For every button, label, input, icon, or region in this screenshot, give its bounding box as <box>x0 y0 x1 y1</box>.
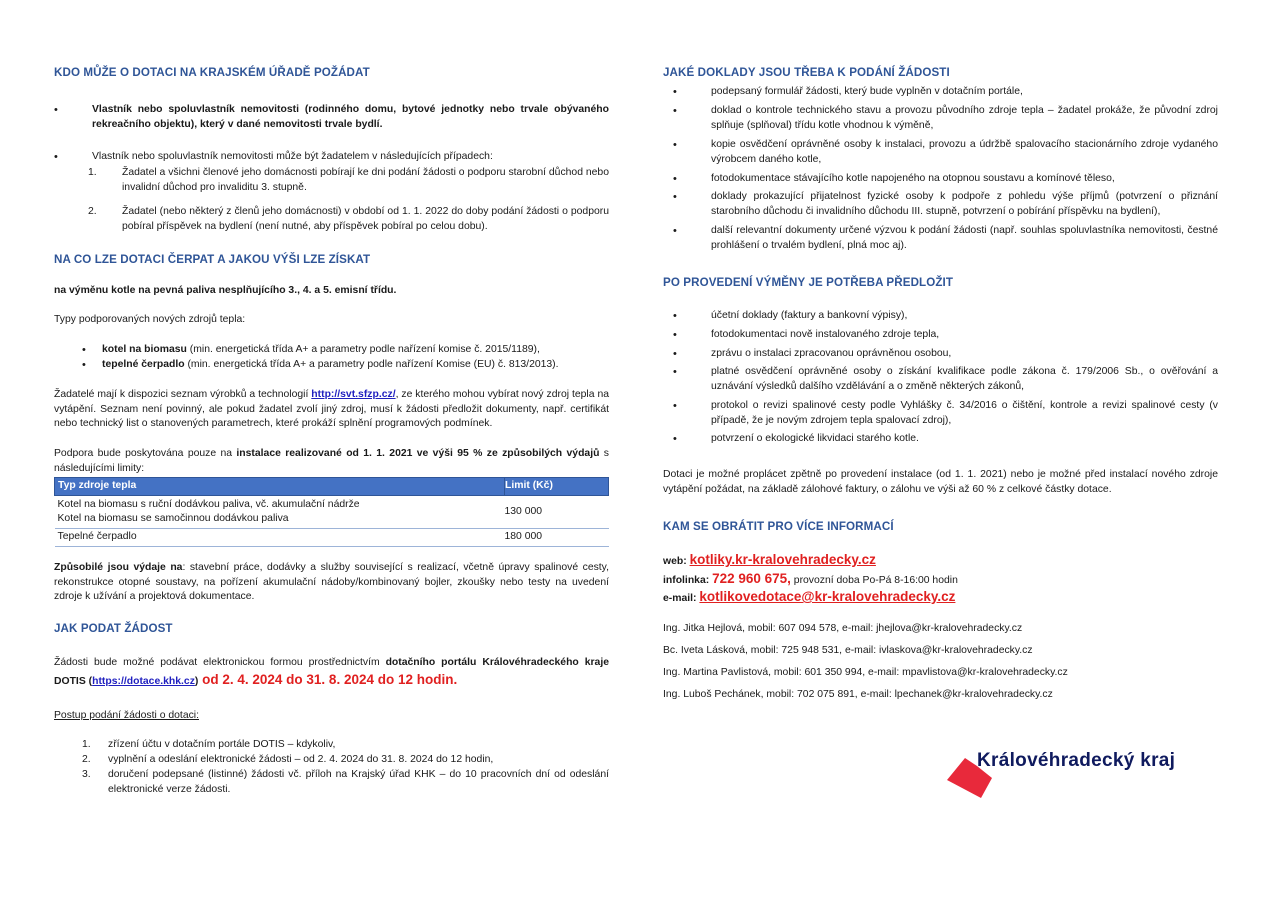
document-item: • doklady prokazující přijatelnost fyzické osoby k podpoře z pohledu výše příjmů (potvrzení o přiznání starobního důchodu či invalidního důchodu III. stupně, potvrzení o pobírání příspěvku na bydlení), <box>673 190 1218 219</box>
email-link[interactable]: kotlikovedotace@kr-kralovehradecky.cz <box>699 589 956 604</box>
type-heat-pump: • tepelné čerpadlo (min. energetická třída A+ a parametry podle nařízení Komise (EU) č. 813/2013). <box>82 359 559 371</box>
support-paragraph: Podpora bude poskytována pouze na instalace realizované od 1. 1. 2021 ve výši 95 % ze způsobilých výdajů s následujícími limity: <box>54 448 609 474</box>
types-intro: Typy podporovaných nových zdrojů tepla: <box>54 314 246 325</box>
purpose-text: na výměnu kotle na pevná paliva nesplňujícího 3., 4. a 5. emisní třídu. <box>54 285 397 296</box>
bullet-icon: • <box>673 400 677 412</box>
web-link[interactable]: kotliky.kr-kralovehradecky.cz <box>689 552 876 567</box>
procedure-step-3: 3. doručení podepsané (listinné) žádosti vč. příloh na Krajský úřad KHK – do 10 pracovních dní od odeslání elektronické verze žádosti. <box>82 769 609 795</box>
after-item: • fotodokumentaci nově instalovaného zdroje tepla, <box>673 329 940 341</box>
contact-person: Ing. Jitka Hejlová, mobil: 607 094 578, e-mail: jhejlova@kr-kralovehradecky.cz <box>663 623 1023 634</box>
eligibility-case-1: 1. Žadatel a všichni členové jeho domácnosti pobírají ke dni podání žádosti o podporu starobní důchod nebo invalidní důchod pro invaliditu 3. stupně. <box>88 167 609 193</box>
eligibility-bullet-2: • Vlastník nebo spoluvlastník nemovitosti může být žadatelem v následujících případech: <box>54 151 493 163</box>
column-header-type: Typ zdroje tepla <box>55 478 505 496</box>
contact-person: Ing. Martina Pavlistová, mobil: 601 350 994, e-mail: mpavlistova@kr-kralovehradecky.cz <box>663 667 1068 678</box>
procedure-step-2: 2. vyplnění a odeslání elektronické žádosti – od 2. 4. 2024 do 31. 8. 2024 do 12 hodin, <box>82 754 494 765</box>
procedure-title: Postup podání žádosti o dotaci: <box>54 710 199 721</box>
bullet-icon: • <box>673 139 677 151</box>
contact-phone: infolinka: 722 960 675, provozní doba Po-Pá 8-16:00 hodin <box>663 571 958 586</box>
heading-who-can-apply: KDO MŮŽE O DOTACI NA KRAJSKÉM ÚŘADĚ POŽÁDAT <box>54 66 370 79</box>
type-biomass: • kotel na biomasu (min. energetická třída A+ a parametry podle nařízení komise č. 2015/1189), <box>82 344 540 356</box>
bullet-icon: • <box>54 104 58 116</box>
bullet-icon: • <box>673 225 677 237</box>
contact-email: e-mail: kotlikovedotace@kr-kralovehradecky.cz <box>663 589 956 604</box>
table-row: Tepelné čerpadlo 180 000 <box>55 529 609 547</box>
svt-link[interactable]: http://svt.sfzp.cz/ <box>311 389 396 400</box>
bullet-icon: • <box>673 433 677 445</box>
eligibility-case-2: 2. Žadatel (nebo některý z členů jeho domácnosti) v období od 1. 1. 2022 do doby podání žádosti o podporu pobíral příspěvek na bydlení (není nutné, aby příspěvek pobíral po celou dobu). <box>88 206 609 232</box>
eligible-expenses-paragraph: Způsobilé jsou výdaje na: stavební práce, dodávky a služby související s realizací, včetně úpravy spalinové cesty, rekonstrukce otopné soustavy, na pořízení akumulační nádoby/kombinovaný bojler, zkoušky nebo testy na uvedení zdroje k užívání a projektová dokumentace. <box>54 562 609 602</box>
heading-more-info: KAM SE OBRÁTIT PRO VÍCE INFORMACÍ <box>663 520 894 533</box>
document-item: • kopie osvědčení oprávněné osoby k instalaci, provozu a údržbě spalovacího stacionárního zdroje vydaného výrobcem daného kotle, <box>673 138 1218 167</box>
eligibility-bullet-1: • Vlastník nebo spoluvlastník nemovitosti (rodinného domu, bytové jednotky nebo trvale obývaného rekreačního objektu), který v dané nemovitosti trvale bydlí. <box>54 103 609 132</box>
dotis-link[interactable]: https://dotace.khk.cz <box>92 676 195 687</box>
bullet-icon: • <box>673 86 677 98</box>
bullet-icon: • <box>673 348 677 360</box>
how-to-apply-paragraph: Žádosti bude možné podávat elektronickou formou prostřednictvím dotačního portálu Královéhradeckého kraje DOTIS (https://dotace.khk.cz) od 2. 4. 2024 do 31. 8. 2024 do 12 hodin. <box>54 657 609 687</box>
heading-required-documents: JAKÉ DOKLADY JSOU TŘEBA K PODÁNÍ ŽÁDOSTI <box>663 66 950 79</box>
phone-number[interactable]: 722 960 675, <box>712 571 791 586</box>
after-item: • protokol o revizi spalinové cesty podle Vyhlášky č. 34/2016 o čištění, kontrole a revizi spalinové cesty (v případě, že je novým zdrojem tepla spalovací zdroj), <box>673 399 1218 428</box>
after-item: • účetní doklady (faktury a bankovní výpisy), <box>673 310 908 322</box>
product-list-paragraph: Žadatelé mají k dispozici seznam výrobků a technologií http://svt.sfzp.cz/, ze kterého mohou vybírat nový zdroj tepla na vytápění. Seznam není povinný, ale pokud žadatel zvolí jiný zdroj, musí k žádosti předložit dokumenty, např. certifikát nebo technický list o stanovených parametrech, které prokáží splnění programových podmínek. <box>54 389 609 429</box>
bullet-icon: • <box>673 310 677 322</box>
contact-person: Bc. Iveta Lásková, mobil: 725 948 531, e-mail: ivlaskova@kr-kralovehradecky.cz <box>663 645 1033 656</box>
heading-how-to-apply: JAK PODAT ŽÁDOST <box>54 622 173 635</box>
limits-table <box>54 477 609 547</box>
after-item: • potvrzení o ekologické likvidaci starého kotle. <box>673 433 919 445</box>
after-item: • zprávu o instalaci zpracovanou oprávněnou osobou, <box>673 348 952 360</box>
region-logo-text: Královéhradecký kraj <box>977 750 1176 771</box>
procedure-step-1: 1. zřízení účtu v dotačním portále DOTIS – kdykoliv, <box>82 739 336 750</box>
document-item: • další relevantní dokumenty určené výzvou k podání žádosti (např. souhlas spoluvlastníka nemovitosti, čestné prohlášení o trvalém bydlení, plná moc aj). <box>673 224 1218 253</box>
table-row: Kotel na biomasu s ruční dodávkou paliva, vč. akumulační nádrže Kotel na biomasu se samočinnou dodávkou paliva 130 000 <box>55 496 609 529</box>
contact-web: web: kotliky.kr-kralovehradecky.cz <box>663 552 876 567</box>
advance-payment-note: Dotaci je možné proplácet zpětně po provedení instalace (od 1. 1. 2021) nebo je možné před instalací nového zdroje vytápění požádat, na základě zálohové faktury, o zálohu ve výši až 60 % z celkové částky dotace. <box>663 469 1218 495</box>
after-item: • platné osvědčení oprávněné osoby o získání kvalifikace podle zákona č. 179/2006 Sb., o ověřování a uznávání výsledků dalšího vzdělávání a o změně některých zákonů, <box>673 365 1218 394</box>
bullet-icon: • <box>673 191 677 203</box>
document-item: • doklad o kontrole technického stavu a provozu původního zdroje tepla – žadatel prokáže, že původní zdroj splňuje (splňoval) třídu kotle vhodnou k výměně, <box>673 104 1218 133</box>
bullet-icon: • <box>673 105 677 117</box>
contact-person: Ing. Luboš Pechánek, mobil: 702 075 891, e-mail: lpechanek@kr-kralovehradecky.cz <box>663 689 1053 700</box>
bullet-icon: • <box>673 329 677 341</box>
region-logo <box>945 752 1215 804</box>
bullet-icon: • <box>54 151 58 163</box>
bullet-icon: • <box>673 366 677 378</box>
heading-what-for: NA CO LZE DOTACI ČERPAT A JAKOU VÝŠI LZE ZÍSKAT <box>54 253 371 266</box>
bullet-icon: • <box>82 344 86 356</box>
deadline-text: od 2. 4. 2024 do 31. 8. 2024 do 12 hodin. <box>198 672 458 687</box>
table-header-row <box>55 478 609 496</box>
bullet-icon: • <box>673 173 677 185</box>
document-item: • podepsaný formulář žádosti, který bude vyplněn v dotačním portále, <box>673 86 1023 98</box>
column-header-limit: Limit (Kč) <box>505 478 609 496</box>
bullet-icon: • <box>82 359 86 371</box>
heading-after-replacement: PO PROVEDENÍ VÝMĚNY JE POTŘEBA PŘEDLOŽIT <box>663 276 954 289</box>
document-item: • fotodokumentace stávajícího kotle napojeného na otopnou soustavu a komínové těleso, <box>673 173 1115 185</box>
